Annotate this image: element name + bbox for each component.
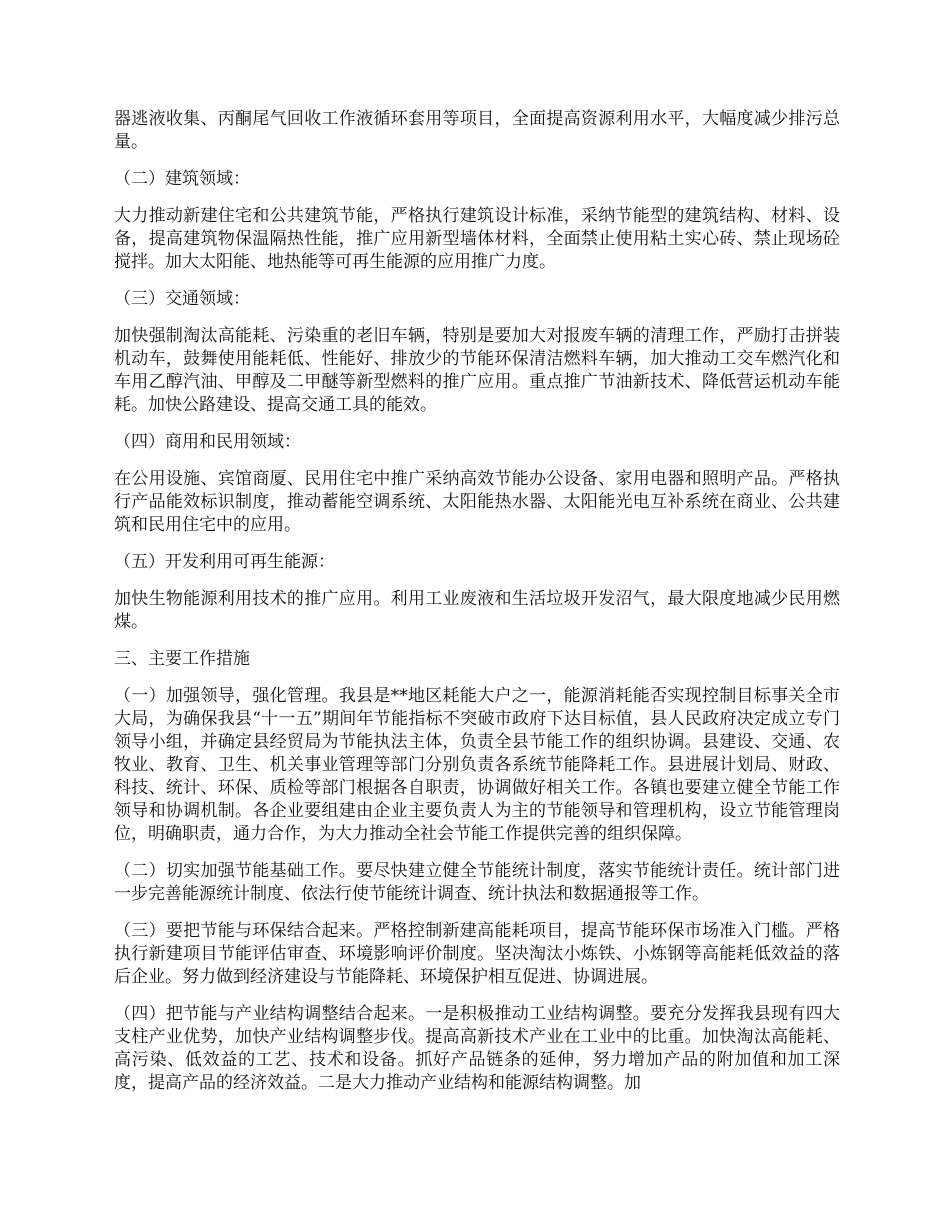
paragraph-resource-recovery: 器逃液收集、丙酮尾气回收工作液循环套用等项目，全面提高资源利用水平，大幅度减少排污总量。 <box>114 109 840 152</box>
paragraph-measure-environment: （三）要把节能与环保结合起来。严格控制新建高能耗项目，提高节能环保市场准入门槛。严格执行新建项目节能评估审查、环境影响评价制度。坚决淘汰小炼铁、小炼钢等高能耗低效益的落后企业。努力做到经济建设与节能降耗、环境保护相互促进、协调进展。 <box>114 921 840 987</box>
paragraph-commercial-civil: 在公用设施、宾馆商厦、民用住宅中推广采纳高效节能办公设备、家用电器和照明产品。严格执行产品能效标识制度，推动蓄能空调系统、太阳能热水器、太阳能光电互补系统在商业、公共建筑和民用住宅中的应用。 <box>114 469 840 535</box>
document-body <box>114 108 840 1109</box>
paragraph-measure-industry: （四）把节能与产业结构调整结合起来。一是积极推动工业结构调整。要充分发挥我县现有四大支柱产业优势，加快产业结构调整步伐。提高高新技术产业在工业中的比重。加快淘汰高能耗、高污染、低效益的工艺、技术和设备。抓好产品链条的延伸，努力增加产品的附加值和加工深度，提高产品的经济效益。二是大力推动产业结构和能源结构调整。加 <box>114 1004 840 1093</box>
paragraph-measure-statistics: （二）切实加强节能基础工作。要尽快建立健全节能统计制度，落实节能统计责任。统计部门进一步完善能源统计制度、依法行使节能统计调查、统计执法和数据通报等工作。 <box>114 861 840 904</box>
heading-construction: （二）建筑领域： <box>114 169 250 189</box>
paragraph-construction: 大力推动新建住宅和公共建筑节能，严格执行建筑设计标准，采纳节能型的建筑结构、材料、设备，提高建筑物保温隔热性能，推广应用新型墙体材料，全面禁止使用粘土实心砖、禁止现场砼搅拌。加大太阳能、地热能等可再生能源的应用推广力度。 <box>114 206 840 272</box>
heading-main-measures: 三、主要工作措施 <box>114 649 250 669</box>
heading-transport: （三）交通领域： <box>114 289 250 309</box>
heading-commercial-civil: （四）商用和民用领域： <box>114 432 301 452</box>
paragraph-measure-leadership: （一）加强领导，强化管理。我县是**地区耗能大户之一，能源消耗能否实现控制目标事关全市大局，为确保我县“十一五”期间年节能指标不突破市政府下达目标值，县人民政府决定成立专门领导小组，并确定县经贸局为节能执法主体，负责全县节能工作的组织协调。县建设、交通、农牧业、教育、卫生、机关事业管理等部门分别负责各系统节能降耗工作。县进展计划局、财政、科技、统计、环保、质检等部门根据各自职责，协调做好相关工作。各镇也要建立健全节能工作领导和协调机制。各企业要组建由企业主要负责人为主的节能领导和管理机构，设立节能管理岗位，明确职责，通力合作，为大力推动全社会节能工作提供完善的组织保障。 <box>114 686 840 844</box>
heading-renewable: （五）开发利用可再生能源： <box>114 552 335 572</box>
paragraph-transport: 加快强制淘汰高能耗、污染重的老旧车辆，特别是要加大对报废车辆的清理工作，严励打击拼装机动车，鼓舞使用能耗低、性能好、排放少的节能环保清洁燃料车辆，加大推动工交车燃汽化和车用乙醇汽油、甲醇及二甲醚等新型燃料的推广应用。重点推广节油新技术、降低营运机动车能耗。加快公路建设、提高交通工具的能效。 <box>114 326 840 415</box>
paragraph-renewable: 加快生物能源利用技术的推广应用。利用工业废液和生活垃圾开发沼气，最大限度地减少民用燃煤。 <box>114 589 840 632</box>
